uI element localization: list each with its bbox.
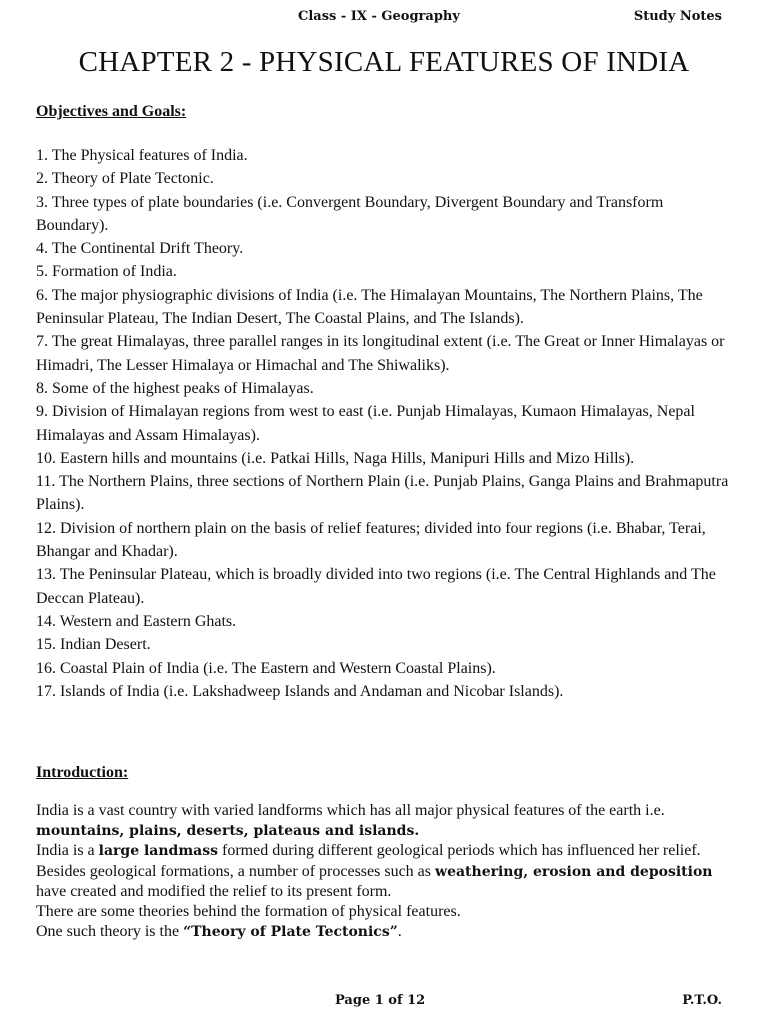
- introduction-body: [36, 801, 736, 942]
- objective-item: 7. The great Himalayas, three parallel ranges in its longitudinal extent (i.e. The Great or Inner Himalayas or Himadri, The Lesser Himalaya or Himachal and The Shiwaliks).: [36, 333, 725, 374]
- objective-item: 12. Division of northern plain on the basis of relief features; divided into four regions (i.e. Bhabar, Terai, Bhangar and Khadar).: [36, 519, 706, 561]
- page-number: Page 1 of 12: [335, 993, 426, 1008]
- intro-text: One such theory is the: [36, 923, 184, 941]
- introduction-heading: Introduction:: [36, 764, 129, 781]
- header-study-notes: Study Notes: [633, 9, 722, 24]
- objective-item: 9. Division of Himalayan regions from west to east (i.e. Punjab Himalayas, Kumaon Himalayas, Nepal Himalayas and Assam Himalayas).: [36, 403, 695, 444]
- header-subject: Class - IX - Geography: [298, 9, 460, 24]
- objective-item: 6. The major physiographic divisions of India (i.e. The Himalayan Mountains, The Northern Plains, The Peninsular Plateau, The Indian Desert, The Coastal Plains, and The Islands).: [36, 286, 703, 328]
- objective-item: 3. Three types of plate boundaries (i.e. Convergent Boundary, Divergent Boundary and Transform Boundary).: [36, 193, 664, 234]
- intro-paragraph-3: [36, 862, 736, 902]
- intro-emphasis: weathering, erosion and deposition: [435, 863, 713, 880]
- pto-label: P.T.O.: [682, 993, 722, 1008]
- objective-item: 5. Formation of India.: [36, 263, 177, 281]
- intro-text: have created and modified the relief to its present form.: [36, 882, 392, 900]
- intro-theory-name: “Theory of Plate Tectonics”: [183, 924, 398, 941]
- intro-text: formed during different geological periods which has influenced her relief.: [218, 842, 701, 860]
- objective-item: 15. Indian Desert.: [36, 636, 151, 654]
- objective-item: 11. The Northern Plains, three sections of Northern Plain (i.e. Punjab Plains, Ganga Plains and Brahmaputra Plains).: [36, 473, 729, 514]
- objective-item: 17. Islands of India (i.e. Lakshadweep Islands and Andaman and Nicobar Islands).: [36, 682, 564, 700]
- objective-item: 1. The Physical features of India.: [36, 147, 248, 164]
- page-header: [0, 9, 768, 29]
- intro-text: India is a vast country with varied landforms which has all major physical features of the earth i.e.: [36, 802, 665, 819]
- intro-paragraph-5: [36, 922, 736, 942]
- objective-item: 8. Some of the highest peaks of Himalayas.: [36, 379, 314, 397]
- intro-text: .: [397, 923, 402, 941]
- objective-item: 14. Western and Eastern Ghats.: [36, 612, 237, 630]
- chapter-title: CHAPTER 2 - PHYSICAL FEATURES OF INDIA: [78, 46, 690, 78]
- objective-item: 16. Coastal Plain of India (i.e. The Eastern and Western Coastal Plains).: [36, 659, 496, 677]
- intro-text: Besides geological formations, a number of processes such as: [36, 862, 436, 880]
- intro-paragraph-2: [36, 841, 736, 861]
- intro-emphasis: mountains, plains, deserts, plateaus and islands.: [36, 823, 420, 840]
- objective-item: 13. The Peninsular Plateau, which is broadly divided into two regions (i.e. The Central Highlands and The Deccan Plateau).: [36, 566, 716, 607]
- page-footer: [0, 993, 768, 1013]
- intro-emphasis: large landmass: [98, 843, 218, 860]
- objective-item: 10. Eastern hills and mountains (i.e. Patkai Hills, Naga Hills, Manipuri Hills and Mizo Hills).: [36, 449, 635, 467]
- intro-text: India is a: [36, 842, 99, 860]
- intro-paragraph-1: [36, 801, 736, 841]
- objective-item: 2. Theory of Plate Tectonic.: [36, 170, 214, 188]
- objective-item: 4. The Continental Drift Theory.: [36, 240, 244, 258]
- objectives-list: [36, 144, 736, 703]
- objectives-heading: Objectives and Goals:: [36, 103, 187, 120]
- intro-paragraph-4: There are some theories behind the formation of physical features.: [36, 903, 461, 921]
